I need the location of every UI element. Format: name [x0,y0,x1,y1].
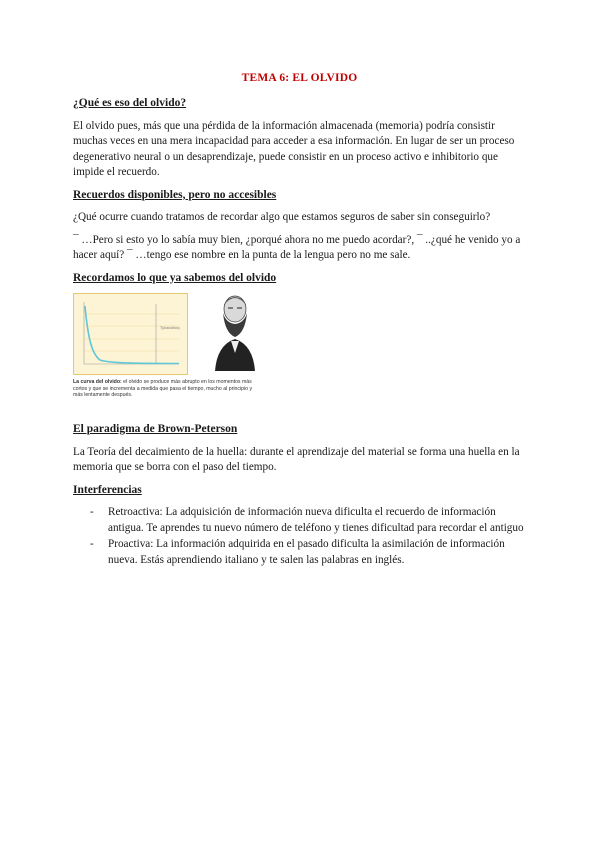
paragraph-olvido: El olvido pues, más que una pérdida de la información almacenada (memoria) podría consistir muchas veces en una mera incapacidad para acceder a esa información. En lugar de ser un proceso degenerativo neural o un desaprendizaje, puede consistir en un proceso activo e inhibitorio que impide el recuerdo. [73,119,515,178]
paragraph-examples: ¯ …Pero si esto yo lo sabía muy bien, ¿porqué ahora no me puedo acordar?, ¯ ..¿qué he venido yo a hacer aquí? ¯ …tengo ese nombre en la punta de la lengua pero no me sale. [73,233,521,261]
list-bullet: - [90,538,94,550]
forgetting-curve-chart [73,293,188,375]
section-heading-interferencias: Interferencias [73,483,142,496]
portrait-of-bearded-man-icon [211,293,259,371]
list-item-text: Proactiva: La información adquirida en el pasado dificulta la asimilación de información nueva. Estás aprendiendo italiano y te salen las palabras en inglés. [108,538,505,566]
paragraph-question: ¿Qué ocurre cuando tratamos de recordar algo que estamos seguros de saber sin conseguirlo? [73,211,491,223]
section-heading-olvido: ¿Qué es eso del olvido? [73,97,187,109]
list-item-text: Retroactiva: La adquisición de información nueva dificulta el recuerdo de información antigua. Te aprendes tu nuevo número de teléfono y tienes dificultad para recordar el antiguo [108,506,524,534]
list-item [73,505,528,536]
page-title: TEMA 6: EL OLVIDO [241,72,358,84]
paragraph-brown-peterson: La Teoría del decaimiento de la huella: durante el aprendizaje del material se forma una huella en la memoria que se borra con el paso del tiempo. [73,445,520,473]
figure-caption [73,379,263,399]
section-heading-recordamos: Recordamos lo que ya sabemos del olvido [73,271,277,284]
forgetting-curve-line [85,306,179,364]
forgetting-curve-figure [73,293,528,417]
section-heading-brown-peterson: El paradigma de Brown-Peterson [73,423,238,435]
document-body [73,96,528,569]
interference-list [73,505,528,568]
chart-label: T(días/años) [160,326,180,330]
caption-text: el olvido se produce más abrupto en los momentos más cortos y que se incrementa a medida que pasa el tiempo, mucho al principio y más lentamente después. [73,379,253,399]
list-bullet: - [90,506,94,518]
caption-bold: La curva del olvido: [73,379,122,385]
forgetting-curve-svg [74,294,187,374]
section-heading-recuerdos: Recuerdos disponibles, pero no accesibles [73,188,277,201]
list-item [73,537,528,568]
